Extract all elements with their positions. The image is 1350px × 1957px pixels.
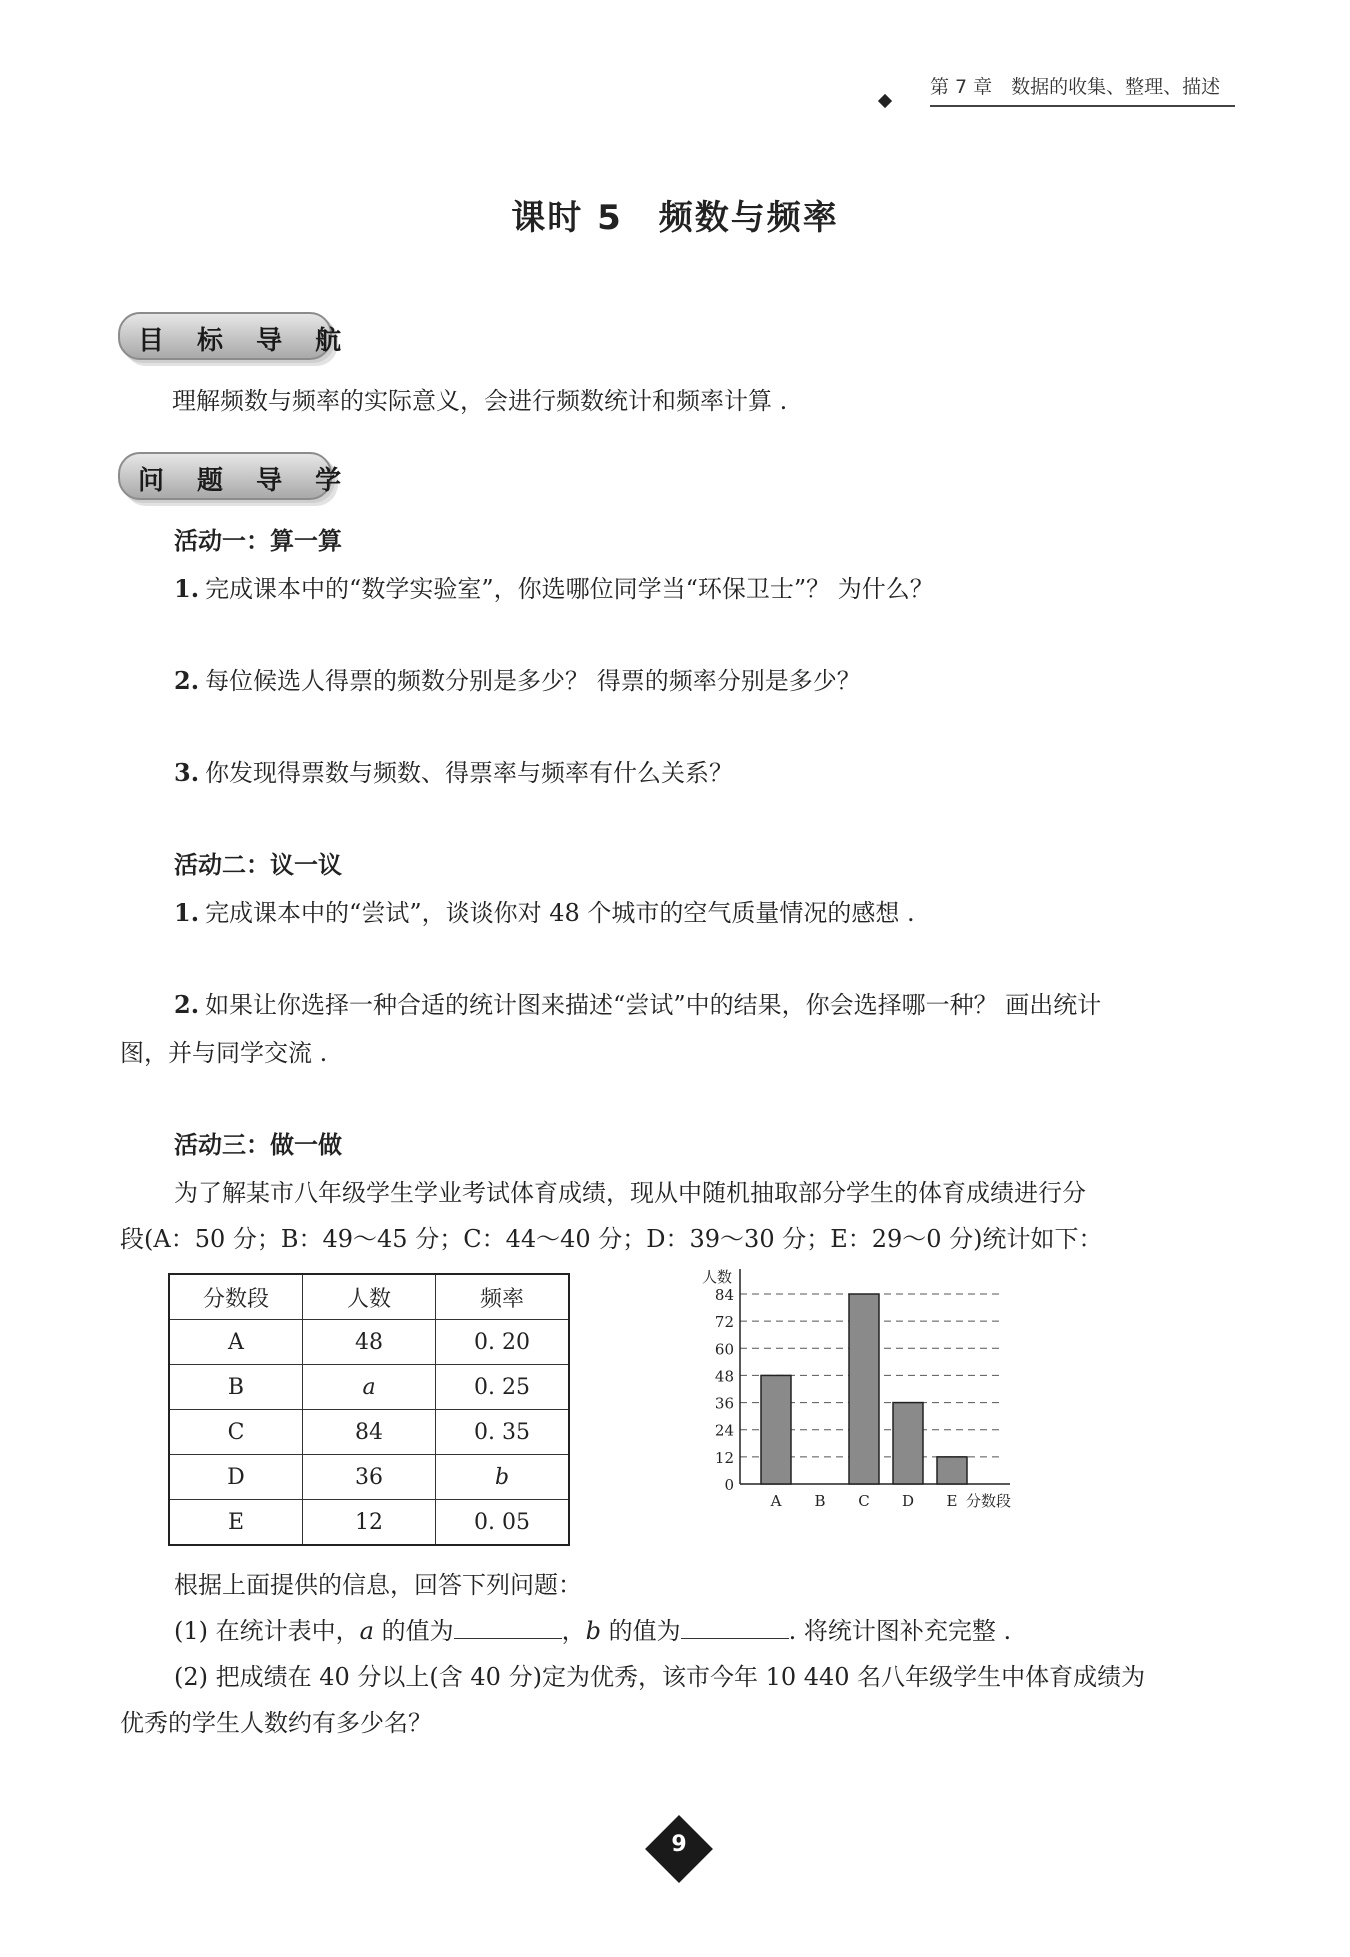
activity2-question-1 <box>174 896 915 930</box>
x-tick-label: E <box>946 1492 958 1510</box>
activity1-heading: 活动一：算一算 <box>174 527 342 555</box>
question-text: 每位候选人得票的频数分别是多少？ 得票的频率分别是多少？ <box>205 667 861 695</box>
y-tick-label: 0 <box>724 1476 734 1494</box>
question-number: 3. <box>174 758 200 787</box>
y-tick-label: 72 <box>714 1313 734 1332</box>
table-header: 分数段 <box>169 1274 303 1320</box>
table-cell: D <box>169 1455 303 1500</box>
part-text: ， <box>561 1617 586 1645</box>
activity3-heading: 活动三：做一做 <box>174 1131 342 1159</box>
table-row <box>169 1455 569 1500</box>
table-cell: 84 <box>303 1410 436 1455</box>
question-number: 1. <box>174 574 200 603</box>
part-text: 的值为 <box>373 1617 454 1645</box>
table-cell: 0. 35 <box>436 1410 570 1455</box>
table-cell: 36 <box>303 1455 436 1500</box>
x-tick-label: B <box>814 1492 826 1510</box>
goal-text: 理解频数与频率的实际意义，会进行频数统计和频率计算 . <box>172 387 788 415</box>
chapter-header: 第 7 章 数据的收集、整理、描述 <box>930 72 1235 107</box>
variable-b: b <box>585 1617 601 1645</box>
page-title: 课时 5 频数与频率 <box>511 198 839 238</box>
x-tick-label: A <box>770 1492 782 1510</box>
activity1-question-2 <box>174 664 861 698</box>
page-number: 9 <box>671 1832 687 1857</box>
question-number: 1. <box>174 898 200 927</box>
table-row <box>169 1320 569 1365</box>
section-label-goal: 目 标 导 航 <box>138 326 354 356</box>
header-diamond-icon <box>878 94 892 108</box>
section-badge-goal <box>118 312 354 360</box>
activity1-question-1 <box>174 572 934 606</box>
table-row <box>169 1410 569 1455</box>
table-header: 频率 <box>436 1274 570 1320</box>
frequency-table <box>168 1273 570 1546</box>
question-number: 2. <box>174 666 200 695</box>
activity3-part-2-line1: (2) 把成绩在 40 分以上(含 40 分)定为优秀，该市今年 10 440 名八年级学生中体育成绩为 <box>174 1663 1146 1691</box>
part-text: 的值为 <box>600 1617 681 1645</box>
table-cell: 0. 20 <box>436 1320 570 1365</box>
variable-a: a <box>359 1617 374 1645</box>
table-row <box>169 1500 569 1546</box>
question-text: 完成课本中的“数学实验室”，你选哪位同学当“环保卫士”？ 为什么？ <box>205 575 934 603</box>
bar-A <box>761 1375 791 1484</box>
activity3-after-text: 根据上面提供的信息，回答下列问题： <box>174 1571 582 1599</box>
table-header: 人数 <box>303 1274 436 1320</box>
bar-D <box>893 1403 923 1484</box>
table-cell: 48 <box>303 1320 436 1365</box>
y-tick-label: 60 <box>714 1340 734 1359</box>
y-tick-label: 36 <box>714 1394 734 1413</box>
table-header-row <box>169 1274 569 1320</box>
y-tick-label: 84 <box>714 1286 734 1304</box>
activity3-part-2-line2: 优秀的学生人数约有多少名？ <box>120 1709 432 1737</box>
table-cell: C <box>169 1410 303 1455</box>
answer-blank-b[interactable] <box>681 1616 789 1639</box>
y-tick-label: 24 <box>714 1421 734 1440</box>
question-text: 你发现得票数与频数、得票率与频率有什么关系？ <box>205 759 734 787</box>
section-badge-guide <box>118 452 354 500</box>
frequency-bar-chart <box>690 1262 1070 1522</box>
y-tick-label: 48 <box>714 1367 734 1386</box>
table-cell: A <box>169 1320 303 1365</box>
activity2-question-2-cont: 图，并与同学交流 . <box>120 1039 328 1067</box>
activity1-question-3 <box>174 756 733 790</box>
table-cell: E <box>169 1500 303 1546</box>
question-text: 如果让你选择一种合适的统计图来描述“尝试”中的结果，你会选择哪一种？ 画出统计 <box>205 991 1102 1019</box>
activity3-intro-line2: 段(A：50 分；B：49～45 分；C：44～40 分；D：39～30 分；E：29～0 分)统计如下： <box>120 1225 1103 1253</box>
x-tick-label: C <box>858 1492 870 1510</box>
question-text: 完成课本中的“尝试”，谈谈你对 48 个城市的空气质量情况的感想 . <box>205 899 915 927</box>
activity2-question-2 <box>174 988 1101 1022</box>
x-axis-label: 分数段 <box>966 1492 1012 1510</box>
table-cell: 0. 25 <box>436 1365 570 1410</box>
table-cell: a <box>303 1365 436 1410</box>
table-row <box>169 1365 569 1410</box>
section-label-guide: 问 题 导 学 <box>138 466 354 496</box>
table-cell: 12 <box>303 1500 436 1546</box>
bar-E <box>937 1457 967 1484</box>
activity2-heading: 活动二：议一议 <box>174 851 342 879</box>
table-cell: b <box>436 1455 570 1500</box>
x-tick-label: D <box>901 1492 915 1510</box>
question-number: 2. <box>174 990 200 1019</box>
part-text: . 将统计图补充完整 . <box>788 1617 1012 1645</box>
table-cell: 0. 05 <box>436 1500 570 1546</box>
activity3-intro-line1: 为了解某市八年级学生学业考试体育成绩，现从中随机抽取部分学生的体育成绩进行分 <box>174 1179 1086 1207</box>
activity3-part-1 <box>174 1614 1011 1648</box>
y-tick-label: 12 <box>714 1448 734 1467</box>
table-cell: B <box>169 1365 303 1410</box>
part-text: (1) 在统计表中， <box>174 1617 360 1645</box>
answer-blank-a[interactable] <box>454 1616 562 1639</box>
bar-C <box>849 1294 879 1484</box>
y-axis-label: 人数 <box>701 1268 732 1286</box>
